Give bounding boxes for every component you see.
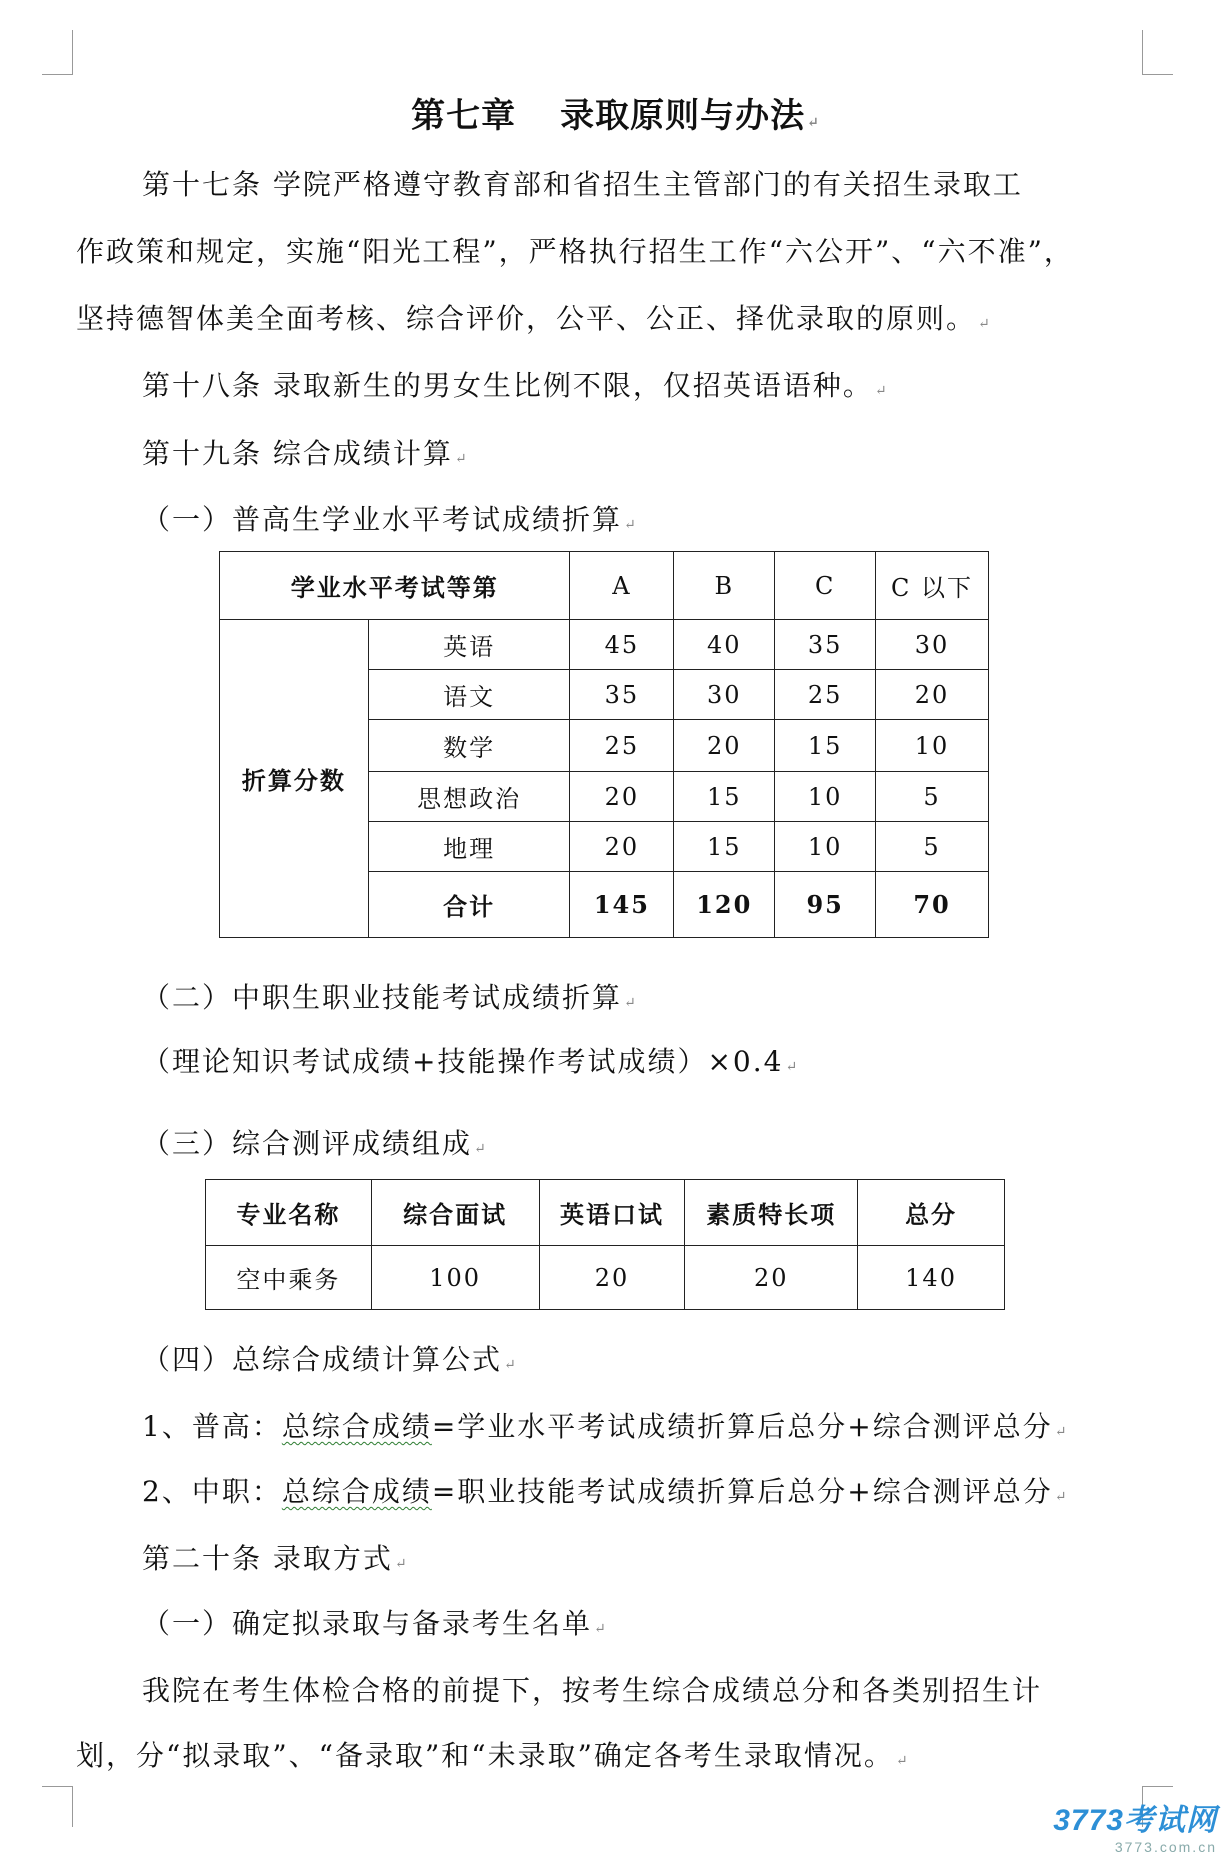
value-cell: 30 [674, 670, 775, 720]
admission-para-line1: 我院在考生体检合格的前提下，按考生综合成绩总分和各类别招生计 [142, 1674, 1043, 1707]
value-cell: 5 [876, 772, 989, 822]
group-label: 折算分数 [220, 620, 369, 938]
section-4-heading: （四）总综合成绩计算公式 ↵ [142, 1343, 518, 1376]
header-level: 学业水平考试等第 [220, 552, 570, 620]
header-c: C [775, 552, 876, 620]
header-talent: 素质特长项 [685, 1180, 858, 1246]
total-value: 70 [876, 872, 989, 938]
header-total: 总分 [858, 1180, 1005, 1246]
value-cell: 20 [685, 1246, 858, 1310]
watermark-brand: 3773考试网 [1053, 1804, 1217, 1837]
header-a: A [570, 552, 674, 620]
total-value: 120 [674, 872, 775, 938]
subject-cell: 思想政治 [368, 772, 570, 822]
admission-para-line2: 划，分“拟录取”、“备录取”和“未录取”确定各考生录取情况。 ↵ [76, 1739, 910, 1772]
formula-general: 1、普高：总综合成绩=学业水平考试成绩折算后总分+综合测评总分 ↵ [142, 1410, 1069, 1443]
vocational-formula: （理论知识考试成绩+技能操作考试成绩）×0.4 ↵ [142, 1045, 800, 1078]
subject-cell: 语文 [368, 670, 570, 720]
value-cell: 20 [876, 670, 989, 720]
header-b: B [674, 552, 775, 620]
total-label: 合计 [368, 872, 570, 938]
section-1-heading: （一）普高生学业水平考试成绩折算 ↵ [142, 503, 638, 536]
section-3-heading: （三）综合测评成绩组成 ↵ [142, 1127, 488, 1160]
table-row [220, 620, 989, 670]
major-cell: 空中乘务 [206, 1246, 372, 1310]
total-value: 95 [775, 872, 876, 938]
value-cell: 35 [775, 620, 876, 670]
value-cell: 100 [371, 1246, 539, 1310]
table-header-row [220, 552, 989, 620]
subject-cell: 地理 [368, 822, 570, 872]
header-below-c: C 以下 [876, 552, 989, 620]
header-oral-english: 英语口试 [539, 1180, 685, 1246]
crop-mark-top-right [1142, 30, 1173, 75]
value-cell: 10 [775, 822, 876, 872]
watermark-url: 3773.com.cn [1114, 1839, 1217, 1855]
formula-vocational: 2、中职：总综合成绩=职业技能考试成绩折算后总分+综合测评总分 ↵ [142, 1475, 1069, 1508]
site-watermark [1053, 1795, 1217, 1855]
table-header-row [206, 1180, 1005, 1246]
value-cell: 140 [858, 1246, 1005, 1310]
art20: 第二十条 录取方式 ↵ [142, 1542, 409, 1575]
value-cell: 10 [876, 720, 989, 772]
value-cell: 15 [674, 772, 775, 822]
value-cell: 30 [876, 620, 989, 670]
art18: 第十八条 录取新生的男女生比例不限，仅招英语语种。 ↵ [142, 369, 889, 402]
subject-cell: 英语 [368, 620, 570, 670]
value-cell: 20 [674, 720, 775, 772]
crop-mark-bottom-left [42, 1786, 73, 1827]
art17-line2: 作政策和规定，实施“阳光工程”，严格执行招生工作“六公开”、“六不准”， [76, 235, 1074, 268]
art17-line1: 第十七条 学院严格遵守教育部和省招生主管部门的有关招生录取工 [142, 168, 1023, 201]
value-cell: 20 [570, 822, 674, 872]
value-cell: 20 [570, 772, 674, 822]
conversion-table [219, 551, 989, 938]
chapter-title: 第七章 录取原则与办法 ↵ [411, 96, 820, 136]
header-major: 专业名称 [206, 1180, 372, 1246]
art19: 第十九条 综合成绩计算 ↵ [142, 437, 469, 470]
total-value: 145 [570, 872, 674, 938]
value-cell: 40 [674, 620, 775, 670]
value-cell: 10 [775, 772, 876, 822]
section-2-heading: （二）中职生职业技能考试成绩折算 ↵ [142, 981, 638, 1014]
value-cell: 20 [539, 1246, 685, 1310]
art17-line3: 坚持德智体美全面考核、综合评价，公平、公正、择优录取的原则。 ↵ [76, 302, 992, 335]
section-5-heading: （一）确定拟录取与备录考生名单 ↵ [142, 1607, 608, 1640]
crop-mark-top-left [42, 30, 73, 75]
value-cell: 15 [674, 822, 775, 872]
assessment-table [205, 1179, 1005, 1310]
header-interview: 综合面试 [371, 1180, 539, 1246]
value-cell: 25 [775, 670, 876, 720]
value-cell: 15 [775, 720, 876, 772]
value-cell: 25 [570, 720, 674, 772]
value-cell: 5 [876, 822, 989, 872]
table-row [206, 1246, 1005, 1310]
value-cell: 35 [570, 670, 674, 720]
value-cell: 45 [570, 620, 674, 670]
subject-cell: 数学 [368, 720, 570, 772]
